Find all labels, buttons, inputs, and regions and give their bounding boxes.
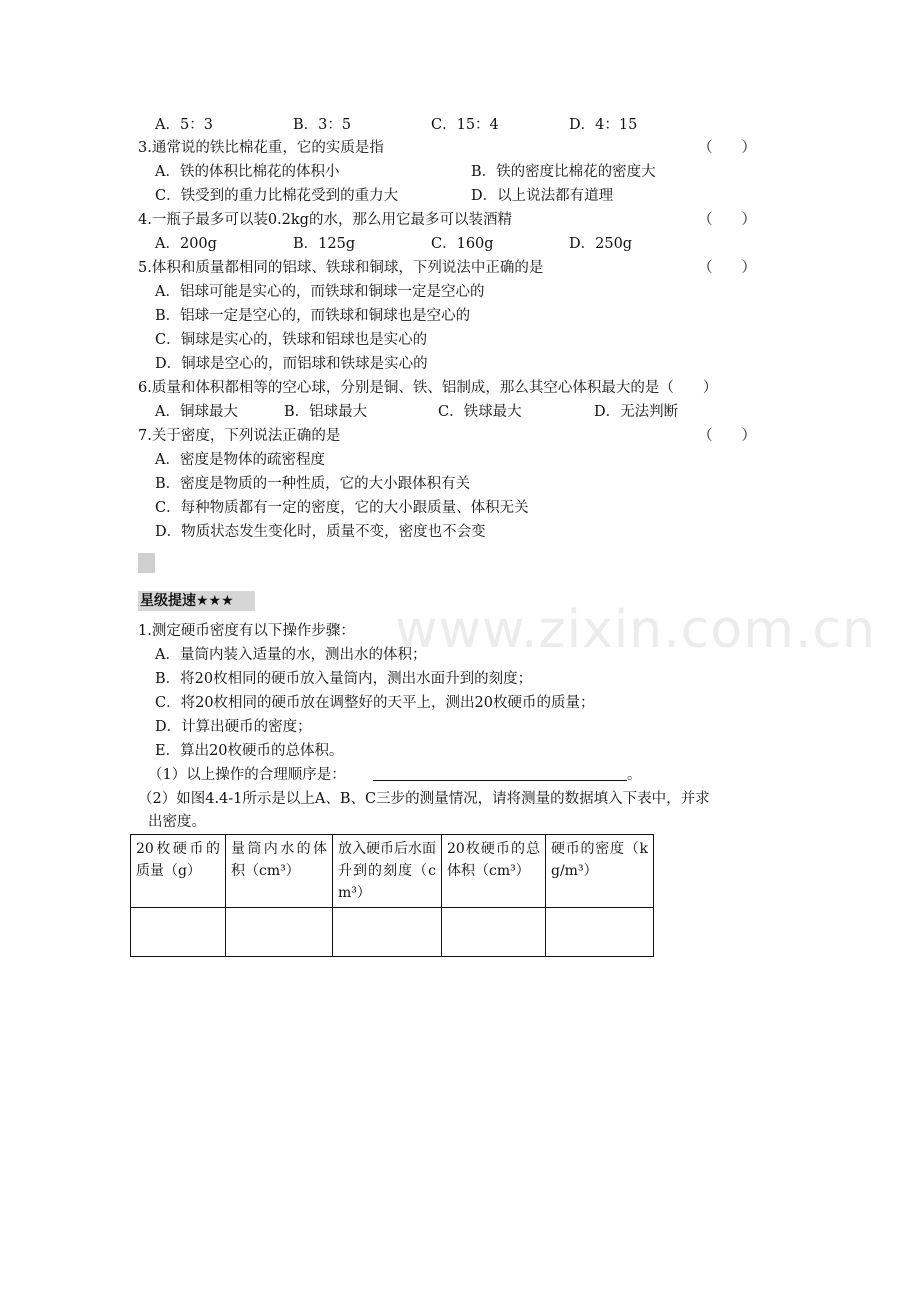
q5-answer-paren: （ ）: [698, 260, 756, 276]
table-header-coin-volume: 20枚硬币的总体积（cm³）: [442, 835, 546, 908]
table-header-water-volume: 量筒内水的体积（cm³）: [226, 835, 333, 908]
s1-step-e: E．算出20枚硬币的总体积。: [155, 743, 344, 759]
q5-option-a: A．铝球可能是实心的，而铁球和铜球一定是空心的: [155, 284, 485, 300]
q6-option-d: D．无法判断: [594, 404, 679, 420]
q4-option-c: C．160g: [431, 236, 494, 252]
section-title: 星级提速★★★: [138, 591, 255, 611]
q5-stem: 5.体积和质量都相同的铝球、铁球和铜球，下列说法中正确的是: [138, 260, 544, 276]
q2-option-d: D．4：15: [569, 117, 638, 133]
s1-sub1-suffix: 。: [627, 767, 642, 783]
q3-option-b: B．铁的密度比棉花的密度大: [471, 164, 656, 180]
q7-option-d: D．物质状态发生变化时，质量不变，密度也不会变: [155, 524, 486, 540]
table-row: [131, 908, 654, 957]
q6-option-c: C．铁球最大: [438, 404, 522, 420]
q7-option-b: B．密度是物质的一种性质，它的大小跟体积有关: [155, 476, 471, 492]
measurement-table: [130, 834, 654, 957]
s1-sub1-prefix: （1）以上操作的合理顺序是：: [148, 767, 346, 783]
table-header-water-level-after: 放入硬币后水面升到的刻度（cm³）: [333, 835, 442, 908]
table-cell-coin-mass[interactable]: [131, 908, 226, 957]
watermark-text: www.zixin.com.cn: [395, 600, 876, 660]
q3-option-c: C．铁受到的重力比棉花受到的重力大: [155, 188, 399, 204]
table-header-coin-density: 硬币的密度（kg/m³）: [546, 835, 654, 908]
q2-option-b: B．3：5: [293, 117, 352, 133]
table-cell-coin-volume[interactable]: [442, 908, 546, 957]
s1-stem: 1.测定硬币密度有以下操作步骤：: [138, 623, 355, 639]
table-cell-coin-density[interactable]: [546, 908, 654, 957]
section-marker-block: [138, 553, 155, 573]
q4-option-b: B．125g: [293, 236, 356, 252]
q3-answer-paren: （ ）: [698, 140, 756, 156]
table-header-coin-mass: 20枚硬币的质量（g）: [131, 835, 226, 908]
s1-step-c: C．将20枚相同的硬币放在调整好的天平上，测出20枚硬币的质量；: [155, 695, 595, 711]
q5-option-b: B．铝球一定是空心的，而铁球和铜球也是空心的: [155, 308, 471, 324]
q3-stem: 3.通常说的铁比棉花重，它的实质是指: [138, 140, 384, 156]
q7-answer-paren: （ ）: [698, 428, 756, 444]
q7-stem: 7.关于密度，下列说法正确的是: [138, 428, 341, 444]
s1-step-b: B．将20枚相同的硬币放入量筒内，测出水面升到的刻度；: [155, 671, 533, 687]
q2-option-c: C．15：4: [431, 117, 499, 133]
table-header-row: [131, 835, 654, 908]
q4-option-d: D．250g: [569, 236, 633, 252]
q3-option-a: A．铁的体积比棉花的体积小: [155, 164, 340, 180]
q5-option-c: C．铜球是实心的，铁球和铝球也是实心的: [155, 332, 428, 348]
q4-answer-paren: （ ）: [698, 212, 756, 228]
q4-option-a: A．200g: [155, 236, 217, 252]
q4-stem: 4.一瓶子最多可以装0.2kg的水，那么用它最多可以装酒精: [138, 212, 512, 228]
table-cell-water-level-after[interactable]: [333, 908, 442, 957]
q7-option-a: A．密度是物体的疏密程度: [155, 452, 325, 468]
q6-stem: 6.质量和体积都相等的空心球，分别是铜、铁、铝制成，那么其空心体积最大的是（ ）: [138, 380, 718, 396]
q3-option-d: D．以上说法都有道理: [471, 188, 614, 204]
s1-sub2-line1: （2）如图4.4-1所示是以上A、B、C三步的测量情况，请将测量的数据填入下表中，并求: [138, 791, 710, 807]
s1-sub2-line2: 出密度。: [148, 814, 206, 830]
q7-option-c: C．每种物质都有一定的密度，它的大小跟质量、体积无关: [155, 500, 529, 516]
q2-option-a: A．5：3: [155, 117, 213, 133]
s1-step-d: D．计算出硬币的密度；: [155, 719, 312, 735]
table-cell-water-volume[interactable]: [226, 908, 333, 957]
s1-step-a: A．量筒内装入适量的水，测出水的体积；: [155, 647, 427, 663]
q5-option-d: D．铜球是空心的，而铝球和铁球是实心的: [155, 356, 428, 372]
q6-option-b: B．铝球最大: [284, 404, 368, 420]
q6-option-a: A．铜球最大: [155, 404, 238, 420]
s1-sub1-answer-blank[interactable]: [373, 780, 627, 781]
